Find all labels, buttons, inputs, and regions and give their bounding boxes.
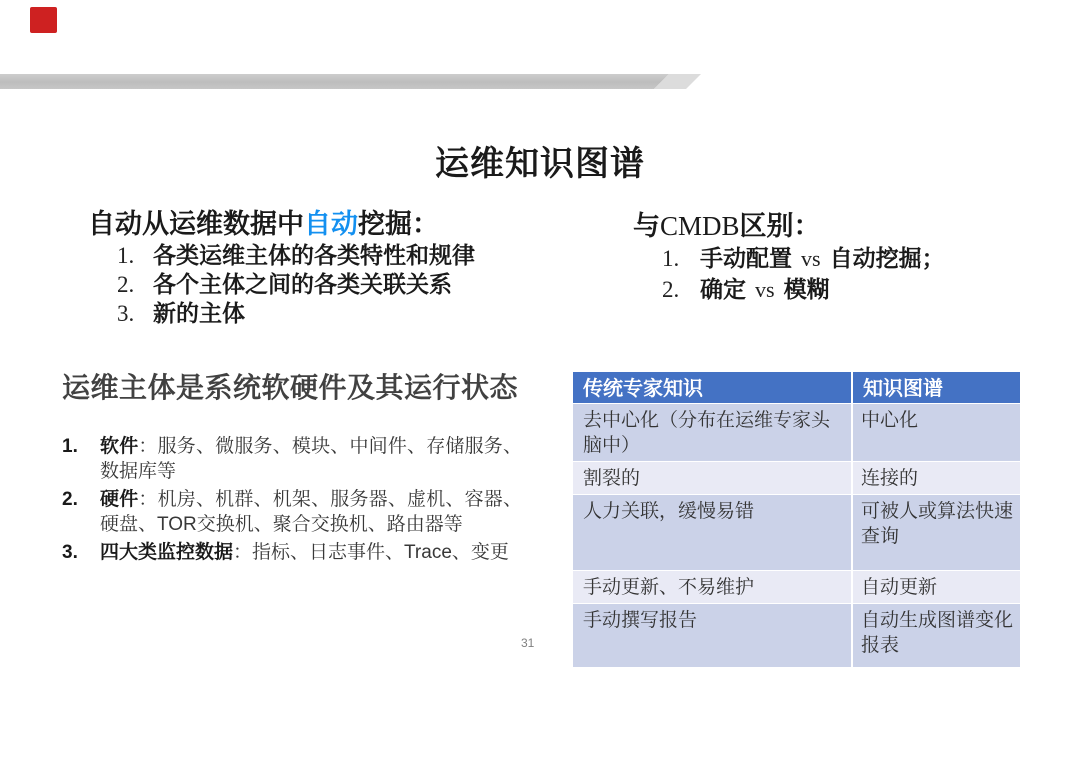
heading-prefix: 与: [633, 211, 660, 241]
table-cell: 割裂的: [573, 462, 852, 495]
diagonal-ribbon: [0, 74, 710, 89]
item-colon: ：: [138, 436, 158, 457]
heading-highlight: 自动: [304, 209, 358, 239]
ribbon-main-band: [0, 74, 710, 89]
list-item: [62, 434, 522, 484]
table-row: [573, 495, 1020, 571]
cmdb-diff-list: [662, 243, 945, 305]
comparison-table: [573, 372, 1020, 668]
list-item: [662, 243, 945, 274]
list-item: [662, 274, 945, 305]
table-cell: 可被人或算法快速查询: [852, 495, 1020, 571]
item-pre: 手动配置: [700, 245, 792, 271]
item-text: 各个主体之间的各类关联关系: [153, 271, 452, 297]
auto-mining-list: [117, 241, 475, 328]
table-cell: 人力关联，缓慢易错: [573, 495, 852, 571]
table-header-traditional: 传统专家知识: [573, 372, 852, 404]
table-header-kg: 知识图谱: [852, 372, 1020, 404]
table-cell: 手动撰写报告: [573, 604, 852, 668]
item-text: 新的主体: [153, 300, 245, 326]
item-term: 四大类监控数据: [100, 542, 234, 563]
table-row: [573, 571, 1020, 604]
heading-suffix: 挖掘：: [358, 209, 439, 239]
slide-corner-red-mark: [30, 7, 57, 33]
item-post: 模糊: [783, 276, 830, 302]
item-number: 3.: [62, 542, 78, 563]
item-text: 各类运维主体的各类特性和规律: [153, 242, 475, 268]
item-number: 2.: [117, 272, 135, 297]
item-number: 1.: [62, 436, 78, 457]
table-row: [573, 462, 1020, 495]
list-item: [117, 299, 475, 328]
item-colon: ：: [138, 489, 158, 510]
item-rest: 指标、日志事件、Trace、变更: [252, 542, 509, 563]
item-number: 3.: [117, 301, 135, 326]
item-number: 1.: [662, 246, 680, 271]
list-item: [117, 270, 475, 299]
item-number: 1.: [117, 243, 135, 268]
item-post: 自动挖掘；: [829, 245, 945, 271]
cmdb-diff-heading: [633, 204, 821, 243]
item-pre: 确定: [700, 276, 746, 302]
table-header-row: [573, 372, 1020, 404]
vs-text: vs: [801, 246, 821, 271]
table-cell: 自动生成图谱变化报表: [852, 604, 1020, 668]
table-cell: 中心化: [852, 404, 1020, 462]
list-item: [62, 540, 522, 565]
item-number: 2.: [62, 489, 78, 510]
item-colon: ：: [233, 542, 253, 563]
table-row: [573, 604, 1020, 668]
table-cell: 连接的: [852, 462, 1020, 495]
ops-subject-detail-list: [62, 434, 522, 568]
table-cell: 自动更新: [852, 571, 1020, 604]
list-item: [62, 487, 522, 537]
item-term: 软件: [100, 436, 139, 457]
ops-subject-heading: 运维主体是系统软硬件及其运行状态: [62, 372, 519, 403]
heading-suffix: 区别：: [739, 211, 821, 241]
table-cell: 去中心化（分布在运维专家头脑中）: [573, 404, 852, 462]
table-cell: 手动更新、不易维护: [573, 571, 852, 604]
item-number: 2.: [662, 277, 680, 302]
vs-text: vs: [755, 277, 775, 302]
table-row: [573, 404, 1020, 462]
item-rest: 服务、微服务、模块、中间件、存储服务、数据库等: [100, 436, 522, 482]
cmdb-acronym: CMDB: [660, 211, 740, 241]
auto-mining-heading: [88, 202, 439, 241]
item-term: 硬件: [100, 489, 139, 510]
heading-prefix: 自动从运维数据中: [88, 209, 304, 239]
list-item: [117, 241, 475, 270]
page-number: 31: [521, 636, 535, 650]
item-rest: 机房、机群、机架、服务器、虚机、容器、硬盘、TOR交换机、聚合交换机、路由器等: [100, 489, 522, 535]
slide-title: 运维知识图谱: [435, 145, 645, 183]
